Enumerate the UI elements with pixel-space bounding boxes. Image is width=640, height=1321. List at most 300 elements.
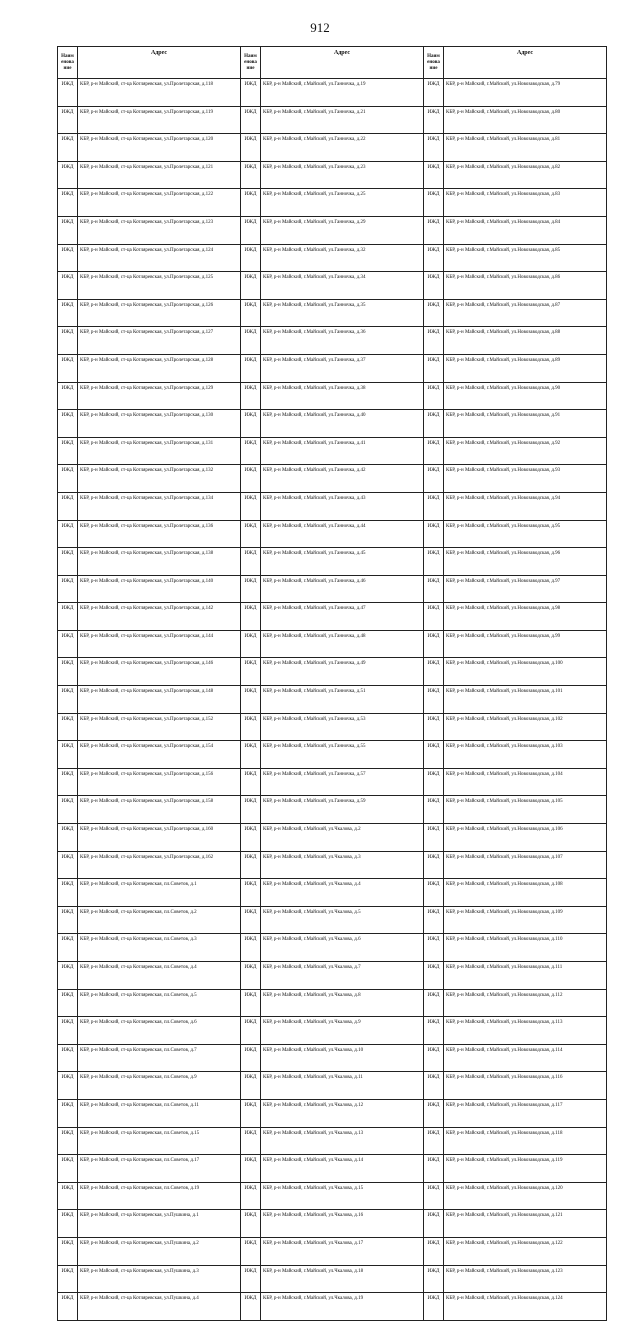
cell-category-2: ИЖД	[241, 603, 261, 631]
cell-address-3: КБР, р-н Майский, г.Майский, ул.Новозаводская, д.91	[444, 410, 607, 438]
table-row	[58, 437, 607, 465]
cell-address-2: КБР, р-н Майский, г.Майский, ул.Ганночка, д.55	[261, 741, 424, 769]
cell-category-2: ИЖД	[241, 741, 261, 769]
cell-category-2: ИЖД	[241, 216, 261, 244]
table-row	[58, 686, 607, 714]
table-row	[58, 327, 607, 355]
table-row	[58, 989, 607, 1017]
cell-category-1: ИЖД	[58, 492, 78, 520]
cell-category-1: ИЖД	[58, 1127, 78, 1155]
cell-category-1: ИЖД	[58, 465, 78, 493]
cell-address-1: КБР, р-н Майский, ст-ца Котляревская, ул.Пролетарская, д.136	[78, 520, 241, 548]
cell-address-2: КБР, р-н Майский, г.Майский, ул.Чкалова, д.6	[261, 934, 424, 962]
table-row	[58, 1265, 607, 1293]
cell-address-1: КБР, р-н Майский, ст-ца Котляревская, ул.Пролетарская, д.123	[78, 216, 241, 244]
cell-address-3: КБР, р-н Майский, г.Майский, ул.Новозаводская, д.84	[444, 216, 607, 244]
header-address-3: Адрес	[444, 47, 607, 79]
cell-address-1: КБР, р-н Майский, ст-ца Котляревская, ул.Пролетарская, д.162	[78, 851, 241, 879]
cell-address-1: КБР, р-н Майский, ст-ца Котляревская, ул.Пролетарская, д.122	[78, 189, 241, 217]
address-table	[57, 46, 607, 1321]
cell-category-1: ИЖД	[58, 299, 78, 327]
cell-address-2: КБР, р-н Майский, г.Майский, ул.Чкалова, д.13	[261, 1127, 424, 1155]
cell-address-1: КБР, р-н Майский, ст-ца Котляревская, ул.Пролетарская, д.154	[78, 741, 241, 769]
cell-category-3: ИЖД	[424, 354, 444, 382]
cell-address-1: КБР, р-н Майский, ст-ца Котляревская, ул.Пролетарская, д.142	[78, 603, 241, 631]
cell-address-2: КБР, р-н Майский, г.Майский, ул.Ганночка, д.25	[261, 189, 424, 217]
cell-address-2: КБР, р-н Майский, г.Майский, ул.Ганночка, д.46	[261, 575, 424, 603]
cell-category-3: ИЖД	[424, 492, 444, 520]
cell-address-3: КБР, р-н Майский, г.Майский, ул.Новозаводская, д.103	[444, 741, 607, 769]
cell-category-3: ИЖД	[424, 1017, 444, 1045]
table-row	[58, 934, 607, 962]
table-row	[58, 1072, 607, 1100]
cell-address-1: КБР, р-н Майский, ст-ца Котляревская, ул.Пушкина, д.3	[78, 1265, 241, 1293]
table-row	[58, 1155, 607, 1183]
cell-category-1: ИЖД	[58, 796, 78, 824]
cell-category-1: ИЖД	[58, 768, 78, 796]
cell-category-2: ИЖД	[241, 989, 261, 1017]
cell-category-1: ИЖД	[58, 906, 78, 934]
cell-category-2: ИЖД	[241, 851, 261, 879]
cell-category-3: ИЖД	[424, 630, 444, 658]
cell-address-3: КБР, р-н Майский, г.Майский, ул.Новозаводская, д.118	[444, 1127, 607, 1155]
cell-category-3: ИЖД	[424, 327, 444, 355]
header-category-3: Наим енова ние	[424, 47, 444, 79]
cell-category-1: ИЖД	[58, 161, 78, 189]
header-address-2: Адрес	[261, 47, 424, 79]
cell-category-2: ИЖД	[241, 437, 261, 465]
cell-category-1: ИЖД	[58, 354, 78, 382]
cell-category-2: ИЖД	[241, 879, 261, 907]
table-row	[58, 1182, 607, 1210]
cell-address-1: КБР, р-н Майский, ст-ца Котляревская, ул.Пушкина, д.4	[78, 1293, 241, 1321]
cell-category-3: ИЖД	[424, 575, 444, 603]
table-row	[58, 1127, 607, 1155]
cell-address-1: КБР, р-н Майский, ст-ца Котляревская, ул.Пролетарская, д.152	[78, 713, 241, 741]
table-row	[58, 1293, 607, 1321]
cell-category-3: ИЖД	[424, 962, 444, 990]
cell-address-3: КБР, р-н Майский, г.Майский, ул.Новозаводская, д.107	[444, 851, 607, 879]
cell-category-3: ИЖД	[424, 189, 444, 217]
cell-category-3: ИЖД	[424, 1265, 444, 1293]
table-row	[58, 1099, 607, 1127]
cell-address-2: КБР, р-н Майский, г.Майский, ул.Ганночка, д.19	[261, 79, 424, 107]
cell-category-1: ИЖД	[58, 1044, 78, 1072]
table-row	[58, 879, 607, 907]
table-row	[58, 299, 607, 327]
table-row	[58, 575, 607, 603]
cell-category-2: ИЖД	[241, 1044, 261, 1072]
cell-address-2: КБР, р-н Майский, г.Майский, ул.Чкалова, д.10	[261, 1044, 424, 1072]
table-row	[58, 189, 607, 217]
cell-address-2: КБР, р-н Майский, г.Майский, ул.Чкалова, д.2	[261, 824, 424, 852]
cell-address-3: КБР, р-н Майский, г.Майский, ул.Новозаводская, д.116	[444, 1072, 607, 1100]
page-number: 912	[310, 20, 330, 35]
cell-category-2: ИЖД	[241, 1017, 261, 1045]
table-body	[58, 79, 607, 1321]
cell-category-1: ИЖД	[58, 686, 78, 714]
cell-address-2: КБР, р-н Майский, г.Майский, ул.Чкалова, д.17	[261, 1237, 424, 1265]
cell-category-1: ИЖД	[58, 1265, 78, 1293]
cell-address-2: КБР, р-н Майский, г.Майский, ул.Ганночка, д.37	[261, 354, 424, 382]
cell-address-3: КБР, р-н Майский, г.Майский, ул.Новозаводская, д.112	[444, 989, 607, 1017]
cell-category-1: ИЖД	[58, 1099, 78, 1127]
cell-category-2: ИЖД	[241, 134, 261, 162]
cell-address-2: КБР, р-н Майский, г.Майский, ул.Ганночка, д.43	[261, 492, 424, 520]
cell-address-3: КБР, р-н Майский, г.Майский, ул.Новозаводская, д.96	[444, 548, 607, 576]
cell-category-2: ИЖД	[241, 824, 261, 852]
cell-category-3: ИЖД	[424, 906, 444, 934]
cell-category-3: ИЖД	[424, 134, 444, 162]
table-row	[58, 382, 607, 410]
cell-category-3: ИЖД	[424, 768, 444, 796]
cell-category-3: ИЖД	[424, 382, 444, 410]
cell-category-2: ИЖД	[241, 1072, 261, 1100]
cell-address-1: КБР, р-н Майский, ст-ца Котляревская, ул.Пролетарская, д.127	[78, 327, 241, 355]
cell-address-3: КБР, р-н Майский, г.Майский, ул.Новозаводская, д.82	[444, 161, 607, 189]
cell-category-2: ИЖД	[241, 768, 261, 796]
cell-address-2: КБР, р-н Майский, г.Майский, ул.Ганночка, д.38	[261, 382, 424, 410]
cell-category-3: ИЖД	[424, 1099, 444, 1127]
cell-category-2: ИЖД	[241, 79, 261, 107]
cell-address-1: КБР, р-н Майский, ст-ца Котляревская, пл.Советов, д.19	[78, 1182, 241, 1210]
cell-address-3: КБР, р-н Майский, г.Майский, ул.Новозаводская, д.83	[444, 189, 607, 217]
cell-category-2: ИЖД	[241, 299, 261, 327]
cell-category-1: ИЖД	[58, 741, 78, 769]
cell-address-3: КБР, р-н Майский, г.Майский, ул.Новозаводская, д.123	[444, 1265, 607, 1293]
cell-category-1: ИЖД	[58, 879, 78, 907]
cell-category-3: ИЖД	[424, 437, 444, 465]
cell-category-3: ИЖД	[424, 934, 444, 962]
table-row	[58, 465, 607, 493]
cell-category-1: ИЖД	[58, 1017, 78, 1045]
cell-address-3: КБР, р-н Майский, г.Майский, ул.Новозаводская, д.81	[444, 134, 607, 162]
cell-address-2: КБР, р-н Майский, г.Майский, ул.Чкалова, д.5	[261, 906, 424, 934]
cell-category-1: ИЖД	[58, 134, 78, 162]
cell-address-3: КБР, р-н Майский, г.Майский, ул.Новозаводская, д.121	[444, 1210, 607, 1238]
cell-category-3: ИЖД	[424, 1072, 444, 1100]
cell-address-1: КБР, р-н Майский, ст-ца Котляревская, пл.Советов, д.1	[78, 879, 241, 907]
cell-address-1: КБР, р-н Майский, ст-ца Котляревская, ул.Пролетарская, д.119	[78, 106, 241, 134]
cell-category-1: ИЖД	[58, 630, 78, 658]
cell-category-1: ИЖД	[58, 520, 78, 548]
cell-address-2: КБР, р-н Майский, г.Майский, ул.Чкалова, д.19	[261, 1293, 424, 1321]
cell-category-2: ИЖД	[241, 962, 261, 990]
cell-category-1: ИЖД	[58, 1072, 78, 1100]
cell-category-2: ИЖД	[241, 382, 261, 410]
cell-address-3: КБР, р-н Майский, г.Майский, ул.Новозаводская, д.111	[444, 962, 607, 990]
cell-address-3: КБР, р-н Майский, г.Майский, ул.Новозаводская, д.95	[444, 520, 607, 548]
cell-category-1: ИЖД	[58, 79, 78, 107]
cell-address-1: КБР, р-н Майский, ст-ца Котляревская, ул.Пролетарская, д.121	[78, 161, 241, 189]
table-row	[58, 713, 607, 741]
cell-address-2: КБР, р-н Майский, г.Майский, ул.Ганночка, д.48	[261, 630, 424, 658]
cell-category-1: ИЖД	[58, 575, 78, 603]
table-row	[58, 244, 607, 272]
cell-category-3: ИЖД	[424, 658, 444, 686]
cell-address-3: КБР, р-н Майский, г.Майский, ул.Новозаводская, д.106	[444, 824, 607, 852]
cell-address-3: КБР, р-н Майский, г.Майский, ул.Новозаводская, д.114	[444, 1044, 607, 1072]
cell-category-3: ИЖД	[424, 410, 444, 438]
cell-category-1: ИЖД	[58, 989, 78, 1017]
cell-category-1: ИЖД	[58, 106, 78, 134]
table-row	[58, 354, 607, 382]
cell-category-3: ИЖД	[424, 1044, 444, 1072]
cell-category-3: ИЖД	[424, 603, 444, 631]
cell-category-1: ИЖД	[58, 1293, 78, 1321]
cell-category-2: ИЖД	[241, 1265, 261, 1293]
cell-category-3: ИЖД	[424, 299, 444, 327]
cell-address-3: КБР, р-н Майский, г.Майский, ул.Новозаводская, д.117	[444, 1099, 607, 1127]
cell-address-3: КБР, р-н Майский, г.Майский, ул.Новозаводская, д.89	[444, 354, 607, 382]
cell-address-3: КБР, р-н Майский, г.Майский, ул.Новозаводская, д.98	[444, 603, 607, 631]
table-row	[58, 768, 607, 796]
table-row	[58, 1044, 607, 1072]
cell-address-1: КБР, р-н Майский, ст-ца Котляревская, ул.Пролетарская, д.131	[78, 437, 241, 465]
cell-category-2: ИЖД	[241, 1293, 261, 1321]
cell-address-3: КБР, р-н Майский, г.Майский, ул.Новозаводская, д.90	[444, 382, 607, 410]
cell-address-1: КБР, р-н Майский, ст-ца Котляревская, пл.Советов, д.2	[78, 906, 241, 934]
cell-category-2: ИЖД	[241, 1210, 261, 1238]
cell-category-1: ИЖД	[58, 658, 78, 686]
cell-category-2: ИЖД	[241, 1237, 261, 1265]
table-row	[58, 630, 607, 658]
cell-address-3: КБР, р-н Майский, г.Майский, ул.Новозаводская, д.108	[444, 879, 607, 907]
cell-category-3: ИЖД	[424, 1182, 444, 1210]
cell-category-2: ИЖД	[241, 354, 261, 382]
cell-category-1: ИЖД	[58, 1182, 78, 1210]
header-category-2: Наим енова ние	[241, 47, 261, 79]
cell-category-3: ИЖД	[424, 879, 444, 907]
cell-category-3: ИЖД	[424, 548, 444, 576]
cell-address-2: КБР, р-н Майский, г.Майский, ул.Ганночка, д.53	[261, 713, 424, 741]
cell-category-2: ИЖД	[241, 713, 261, 741]
cell-address-2: КБР, р-н Майский, г.Майский, ул.Чкалова, д.11	[261, 1072, 424, 1100]
cell-category-1: ИЖД	[58, 437, 78, 465]
cell-address-1: КБР, р-н Майский, ст-ца Котляревская, ул.Пушкина, д.2	[78, 1237, 241, 1265]
table-row	[58, 824, 607, 852]
cell-address-1: КБР, р-н Майский, ст-ца Котляревская, пл.Советов, д.5	[78, 989, 241, 1017]
cell-address-2: КБР, р-н Майский, г.Майский, ул.Чкалова, д.18	[261, 1265, 424, 1293]
cell-address-2: КБР, р-н Майский, г.Майский, ул.Ганночка, д.59	[261, 796, 424, 824]
cell-category-3: ИЖД	[424, 989, 444, 1017]
cell-category-2: ИЖД	[241, 796, 261, 824]
cell-address-1: КБР, р-н Майский, ст-ца Котляревская, ул.Пролетарская, д.130	[78, 410, 241, 438]
cell-address-1: КБР, р-н Майский, ст-ца Котляревская, ул.Пролетарская, д.118	[78, 79, 241, 107]
cell-category-3: ИЖД	[424, 465, 444, 493]
table-row	[58, 134, 607, 162]
cell-address-3: КБР, р-н Майский, г.Майский, ул.Новозаводская, д.100	[444, 658, 607, 686]
table-row	[58, 962, 607, 990]
cell-address-3: КБР, р-н Майский, г.Майский, ул.Новозаводская, д.102	[444, 713, 607, 741]
cell-address-2: КБР, р-н Майский, г.Майский, ул.Чкалова, д.12	[261, 1099, 424, 1127]
cell-address-2: КБР, р-н Майский, г.Майский, ул.Чкалова, д.3	[261, 851, 424, 879]
cell-category-2: ИЖД	[241, 548, 261, 576]
cell-address-2: КБР, р-н Майский, г.Майский, ул.Ганночка, д.23	[261, 161, 424, 189]
cell-category-1: ИЖД	[58, 272, 78, 300]
cell-category-3: ИЖД	[424, 1155, 444, 1183]
cell-category-2: ИЖД	[241, 686, 261, 714]
cell-category-2: ИЖД	[241, 410, 261, 438]
cell-address-1: КБР, р-н Майский, ст-ца Котляревская, ул.Пролетарская, д.160	[78, 824, 241, 852]
cell-address-2: КБР, р-н Майский, г.Майский, ул.Чкалова, д.16	[261, 1210, 424, 1238]
cell-category-1: ИЖД	[58, 1237, 78, 1265]
cell-category-2: ИЖД	[241, 1155, 261, 1183]
cell-address-2: КБР, р-н Майский, г.Майский, ул.Чкалова, д.15	[261, 1182, 424, 1210]
cell-category-3: ИЖД	[424, 796, 444, 824]
table-row	[58, 520, 607, 548]
cell-address-1: КБР, р-н Майский, ст-ца Котляревская, пл.Советов, д.7	[78, 1044, 241, 1072]
cell-address-1: КБР, р-н Майский, ст-ца Котляревская, ул.Пролетарская, д.134	[78, 492, 241, 520]
cell-category-2: ИЖД	[241, 106, 261, 134]
cell-category-1: ИЖД	[58, 1210, 78, 1238]
cell-category-3: ИЖД	[424, 272, 444, 300]
cell-address-2: КБР, р-н Майский, г.Майский, ул.Ганночка, д.42	[261, 465, 424, 493]
table-row	[58, 492, 607, 520]
table-row	[58, 1237, 607, 1265]
address-table-container	[57, 46, 606, 1321]
cell-category-3: ИЖД	[424, 106, 444, 134]
cell-category-2: ИЖД	[241, 1182, 261, 1210]
cell-category-2: ИЖД	[241, 520, 261, 548]
cell-address-2: КБР, р-н Майский, г.Майский, ул.Ганночка, д.45	[261, 548, 424, 576]
cell-address-1: КБР, р-н Майский, ст-ца Котляревская, ул.Пролетарская, д.128	[78, 354, 241, 382]
cell-address-3: КБР, р-н Майский, г.Майский, ул.Новозаводская, д.97	[444, 575, 607, 603]
cell-address-3: КБР, р-н Майский, г.Майский, ул.Новозаводская, д.119	[444, 1155, 607, 1183]
cell-category-3: ИЖД	[424, 1210, 444, 1238]
cell-address-1: КБР, р-н Майский, ст-ца Котляревская, ул.Пролетарская, д.156	[78, 768, 241, 796]
cell-category-1: ИЖД	[58, 603, 78, 631]
cell-address-1: КБР, р-н Майский, ст-ца Котляревская, ул.Пролетарская, д.120	[78, 134, 241, 162]
cell-address-2: КБР, р-н Майский, г.Майский, ул.Ганночка, д.21	[261, 106, 424, 134]
cell-address-3: КБР, р-н Майский, г.Майский, ул.Новозаводская, д.104	[444, 768, 607, 796]
cell-category-1: ИЖД	[58, 934, 78, 962]
cell-address-3: КБР, р-н Майский, г.Майский, ул.Новозаводская, д.109	[444, 906, 607, 934]
cell-address-2: КБР, р-н Майский, г.Майский, ул.Ганночка, д.34	[261, 272, 424, 300]
table-row	[58, 79, 607, 107]
cell-category-2: ИЖД	[241, 272, 261, 300]
cell-category-3: ИЖД	[424, 741, 444, 769]
table-row	[58, 796, 607, 824]
cell-category-2: ИЖД	[241, 244, 261, 272]
cell-category-2: ИЖД	[241, 1127, 261, 1155]
cell-category-2: ИЖД	[241, 189, 261, 217]
cell-address-3: КБР, р-н Майский, г.Майский, ул.Новозаводская, д.124	[444, 1293, 607, 1321]
cell-category-2: ИЖД	[241, 161, 261, 189]
cell-category-3: ИЖД	[424, 1293, 444, 1321]
cell-address-2: КБР, р-н Майский, г.Майский, ул.Ганночка, д.47	[261, 603, 424, 631]
cell-category-1: ИЖД	[58, 382, 78, 410]
cell-address-3: КБР, р-н Майский, г.Майский, ул.Новозаводская, д.80	[444, 106, 607, 134]
cell-category-2: ИЖД	[241, 906, 261, 934]
cell-address-1: КБР, р-н Майский, ст-ца Котляревская, ул.Пролетарская, д.158	[78, 796, 241, 824]
cell-address-1: КБР, р-н Майский, ст-ца Котляревская, ул.Пролетарская, д.140	[78, 575, 241, 603]
cell-category-3: ИЖД	[424, 1127, 444, 1155]
cell-category-3: ИЖД	[424, 520, 444, 548]
table-row	[58, 216, 607, 244]
table-row	[58, 603, 607, 631]
cell-address-2: КБР, р-н Майский, г.Майский, ул.Ганночка, д.44	[261, 520, 424, 548]
table-row	[58, 1017, 607, 1045]
cell-category-3: ИЖД	[424, 244, 444, 272]
cell-category-2: ИЖД	[241, 465, 261, 493]
cell-address-3: КБР, р-н Майский, г.Майский, ул.Новозаводская, д.87	[444, 299, 607, 327]
table-row	[58, 548, 607, 576]
cell-address-3: КБР, р-н Майский, г.Майский, ул.Новозаводская, д.105	[444, 796, 607, 824]
cell-category-3: ИЖД	[424, 161, 444, 189]
cell-address-1: КБР, р-н Майский, ст-ца Котляревская, ул.Пушкина, д.1	[78, 1210, 241, 1238]
cell-address-3: КБР, р-н Майский, г.Майский, ул.Новозаводская, д.92	[444, 437, 607, 465]
cell-address-3: КБР, р-н Майский, г.Майский, ул.Новозаводская, д.86	[444, 272, 607, 300]
cell-address-1: КБР, р-н Майский, ст-ца Котляревская, ул.Пролетарская, д.146	[78, 658, 241, 686]
cell-address-3: КБР, р-н Майский, г.Майский, ул.Новозаводская, д.79	[444, 79, 607, 107]
cell-category-3: ИЖД	[424, 851, 444, 879]
cell-address-3: КБР, р-н Майский, г.Майский, ул.Новозаводская, д.122	[444, 1237, 607, 1265]
cell-address-1: КБР, р-н Майский, ст-ца Котляревская, пл.Советов, д.4	[78, 962, 241, 990]
table-header-row	[58, 47, 607, 79]
cell-address-2: КБР, р-н Майский, г.Майский, ул.Чкалова, д.4	[261, 879, 424, 907]
table-row	[58, 1210, 607, 1238]
cell-address-2: КБР, р-н Майский, г.Майский, ул.Ганночка, д.35	[261, 299, 424, 327]
cell-category-2: ИЖД	[241, 327, 261, 355]
cell-address-3: КБР, р-н Майский, г.Майский, ул.Новозаводская, д.99	[444, 630, 607, 658]
cell-address-1: КБР, р-н Майский, ст-ца Котляревская, ул.Пролетарская, д.125	[78, 272, 241, 300]
header-category-1: Наим енова ние	[58, 47, 78, 79]
cell-category-3: ИЖД	[424, 824, 444, 852]
cell-address-2: КБР, р-н Майский, г.Майский, ул.Ганночка, д.51	[261, 686, 424, 714]
cell-category-2: ИЖД	[241, 934, 261, 962]
cell-category-2: ИЖД	[241, 658, 261, 686]
cell-category-1: ИЖД	[58, 824, 78, 852]
cell-address-3: КБР, р-н Майский, г.Майский, ул.Новозаводская, д.93	[444, 465, 607, 493]
cell-category-3: ИЖД	[424, 713, 444, 741]
cell-address-1: КБР, р-н Майский, ст-ца Котляревская, ул.Пролетарская, д.132	[78, 465, 241, 493]
cell-address-2: КБР, р-н Майский, г.Майский, ул.Чкалова, д.9	[261, 1017, 424, 1045]
cell-category-1: ИЖД	[58, 713, 78, 741]
cell-address-1: КБР, р-н Майский, ст-ца Котляревская, ул.Пролетарская, д.129	[78, 382, 241, 410]
cell-category-1: ИЖД	[58, 410, 78, 438]
cell-address-2: КБР, р-н Майский, г.Майский, ул.Ганночка, д.57	[261, 768, 424, 796]
cell-category-1: ИЖД	[58, 244, 78, 272]
cell-address-3: КБР, р-н Майский, г.Майский, ул.Новозаводская, д.120	[444, 1182, 607, 1210]
table-row	[58, 658, 607, 686]
cell-category-2: ИЖД	[241, 630, 261, 658]
cell-category-3: ИЖД	[424, 1237, 444, 1265]
cell-category-3: ИЖД	[424, 79, 444, 107]
cell-category-1: ИЖД	[58, 189, 78, 217]
cell-address-3: КБР, р-н Майский, г.Майский, ул.Новозаводская, д.88	[444, 327, 607, 355]
cell-address-1: КБР, р-н Майский, ст-ца Котляревская, пл.Советов, д.11	[78, 1099, 241, 1127]
cell-address-3: КБР, р-н Майский, г.Майский, ул.Новозаводская, д.85	[444, 244, 607, 272]
cell-category-3: ИЖД	[424, 686, 444, 714]
cell-category-1: ИЖД	[58, 548, 78, 576]
cell-address-2: КБР, р-н Майский, г.Майский, ул.Ганночка, д.40	[261, 410, 424, 438]
cell-address-1: КБР, р-н Майский, ст-ца Котляревская, пл.Советов, д.17	[78, 1155, 241, 1183]
cell-address-1: КБР, р-н Майский, ст-ца Котляревская, пл.Советов, д.9	[78, 1072, 241, 1100]
cell-category-1: ИЖД	[58, 327, 78, 355]
table-row	[58, 851, 607, 879]
cell-category-1: ИЖД	[58, 1155, 78, 1183]
cell-address-2: КБР, р-н Майский, г.Майский, ул.Ганночка, д.29	[261, 216, 424, 244]
cell-address-1: КБР, р-н Майский, ст-ца Котляревская, ул.Пролетарская, д.126	[78, 299, 241, 327]
cell-category-1: ИЖД	[58, 962, 78, 990]
cell-category-1: ИЖД	[58, 851, 78, 879]
table-row	[58, 410, 607, 438]
cell-address-1: КБР, р-н Майский, ст-ца Котляревская, пл.Советов, д.3	[78, 934, 241, 962]
cell-address-1: КБР, р-н Майский, ст-ца Котляревская, ул.Пролетарская, д.138	[78, 548, 241, 576]
cell-address-3: КБР, р-н Майский, г.Майский, ул.Новозаводская, д.113	[444, 1017, 607, 1045]
cell-address-1: КБР, р-н Майский, ст-ца Котляревская, ул.Пролетарская, д.144	[78, 630, 241, 658]
